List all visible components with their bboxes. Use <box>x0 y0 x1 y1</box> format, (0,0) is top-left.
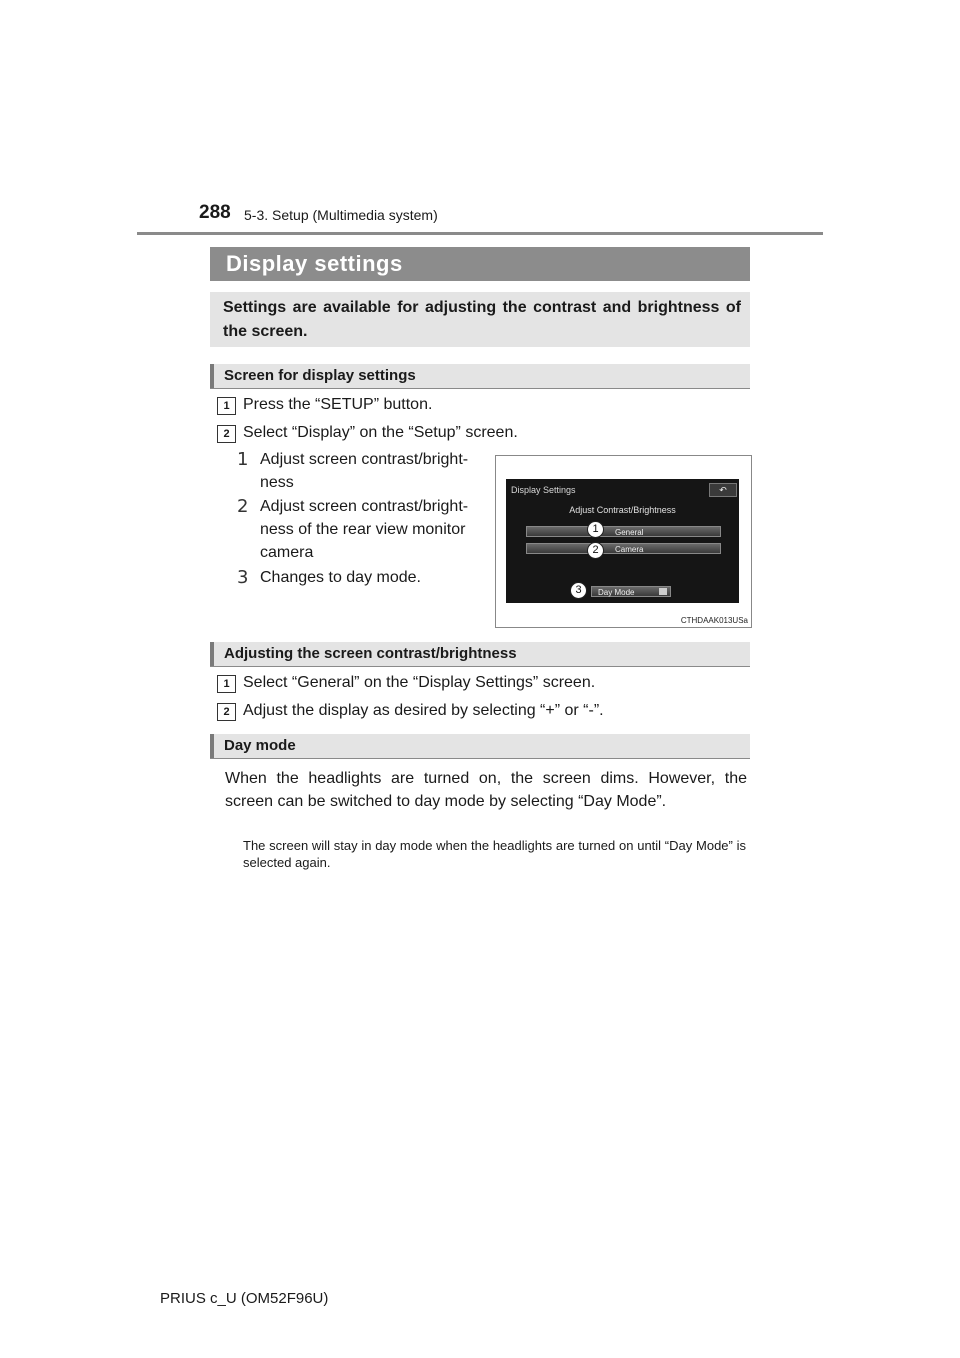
day-mode-button <box>591 586 671 597</box>
return-arrow-icon: ↶ <box>709 483 737 497</box>
page-title: Display settings <box>226 251 403 276</box>
step-text: Select “Display” on the “Setup” screen. <box>243 424 518 441</box>
section-heading-screen <box>210 364 750 389</box>
callout-number: 3 <box>237 567 249 588</box>
heading-bar <box>210 734 214 758</box>
step-text: Select “General” on the “Display Settings” screen. <box>243 674 596 691</box>
callout-text: Changes to day mode. <box>260 569 421 586</box>
day-mode-note: The screen will stay in day mode when the headlights are turned on until “Day Mode” is selected again. <box>243 838 746 870</box>
display-settings-screenshot <box>495 455 752 628</box>
callout-badge: 3 <box>570 582 587 599</box>
header-rule <box>137 232 823 235</box>
callout-text: Adjust screen contrast/bright- ness of the rear view monitor camera <box>260 498 469 561</box>
section-header: 5-3. Setup (Multimedia system) <box>244 207 438 223</box>
callout-number: 2 <box>237 496 249 517</box>
section-heading-adjusting <box>210 642 750 667</box>
illustration-code: CTHDAAK013USa <box>680 616 748 625</box>
intro-box <box>210 292 750 347</box>
section-heading-text: Screen for display settings <box>224 367 416 384</box>
day-mode-body: When the headlights are turned on, the screen dims. However, the screen can be switched to day mode by selecting “Day Mode”. <box>225 770 747 810</box>
section-heading-text: Adjusting the screen contrast/brightness <box>224 645 517 662</box>
camera-button: Camera <box>526 543 721 554</box>
screen-title: Display Settings <box>511 485 576 495</box>
checkbox-icon <box>659 588 667 595</box>
callout-badge: 2 <box>587 542 604 559</box>
callout-number: 1 <box>237 449 249 470</box>
callout-text: Adjust screen contrast/bright- ness <box>260 451 469 491</box>
screen-image <box>506 479 739 603</box>
footer-model-code: PRIUS c_U (OM52F96U) <box>160 1290 329 1307</box>
screen-subtitle: Adjust Contrast/Brightness <box>569 505 676 515</box>
step-number: 1 <box>217 397 236 415</box>
general-button: General <box>526 526 721 537</box>
step-text: Adjust the display as desired by selecting “+” or “-”. <box>243 702 604 719</box>
section-heading-text: Day mode <box>224 737 296 754</box>
heading-bar <box>210 642 214 666</box>
intro-text: Settings are available for adjusting the contrast and brightness of the screen. <box>223 299 741 340</box>
step-number: 2 <box>217 425 236 443</box>
heading-bar <box>210 364 214 388</box>
page-number: 288 <box>199 202 231 223</box>
step-number: 2 <box>217 703 236 721</box>
title-bar <box>210 247 750 281</box>
callout-badge: 1 <box>587 521 604 538</box>
step-number: 1 <box>217 675 236 693</box>
step-text: Press the “SETUP” button. <box>243 396 433 413</box>
section-heading-day-mode <box>210 734 750 759</box>
day-mode-label: Day Mode <box>598 588 635 597</box>
